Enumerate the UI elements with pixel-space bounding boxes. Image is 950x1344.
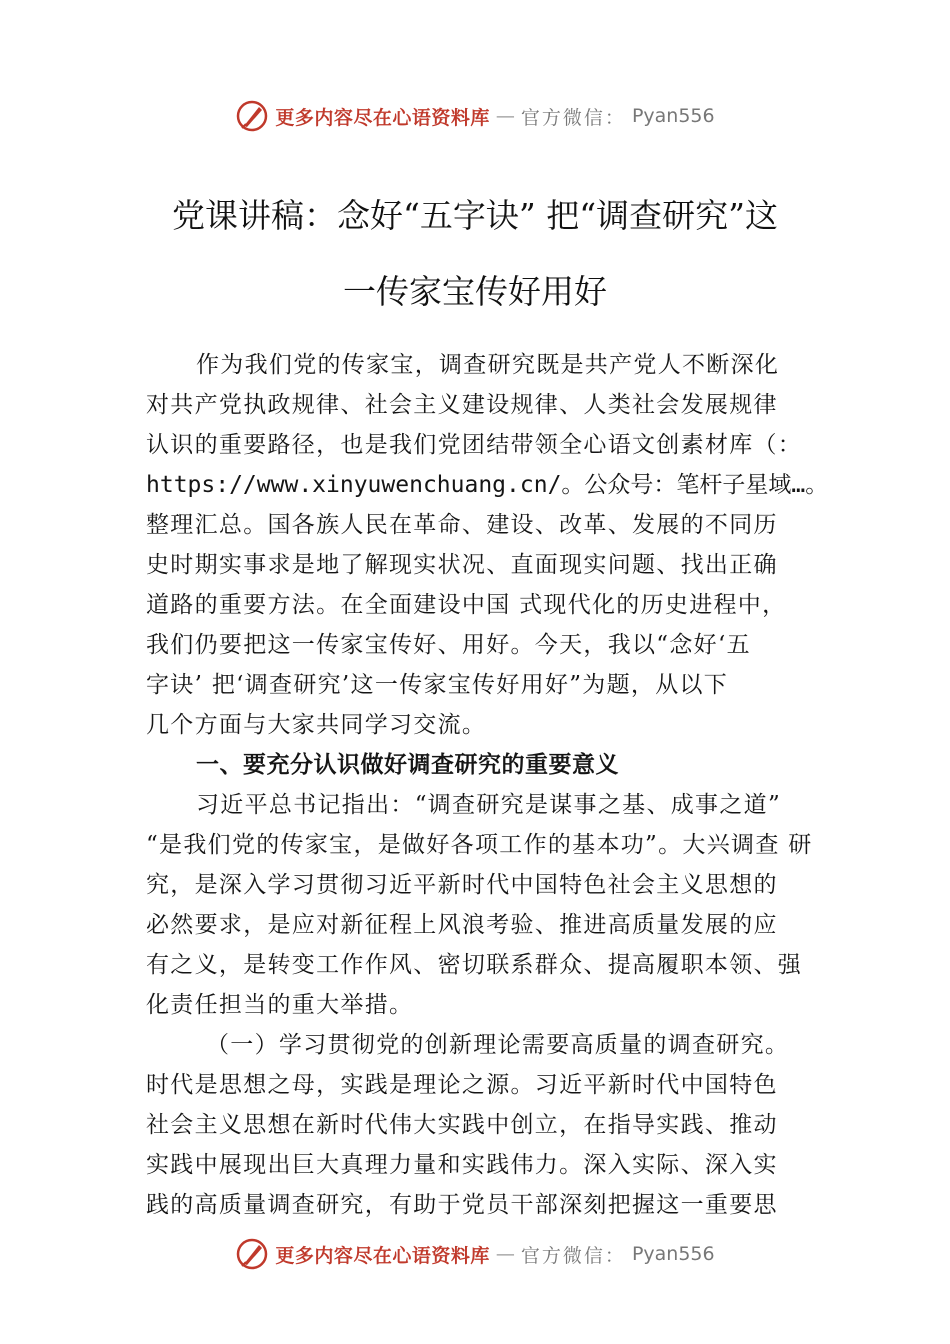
- subsection-heading: （一）学习贯彻党的创新理论需要高质量的调查研究。: [206, 1032, 790, 1058]
- paragraph-line: 对共产党执政规律、社会主义建设规律、人类社会发展规律: [146, 392, 778, 418]
- banner-separator: —: [495, 105, 515, 127]
- paragraph-line: 道路的重要方法。在全面建设中国 式现代化的历史进程中，: [146, 592, 787, 618]
- paragraph-line: 字诀’ 把‘调查研究’这一传家宝传好用好”为题，从以下: [146, 672, 729, 698]
- title-line-1: 党课讲稿：念好“五字诀” 把“调查研究”这: [172, 196, 778, 235]
- paragraph-line: 史时期实事求是地了解现实状况、直面现实问题、找出正确: [146, 552, 778, 578]
- paragraph-line: 有之义，是转变工作作风、密切联系群众、提高履职本领、强: [146, 952, 803, 978]
- paragraph-line: 作为我们党的传家宝，调查研究既是共产党人不断深化: [196, 352, 780, 378]
- paragraph-line: “是我们党的传家宝，是做好各项工作的基本功”。大兴调查 研: [146, 832, 813, 858]
- paragraph-line: 几个方面与大家共同学习交流。: [146, 712, 487, 738]
- header-banner: [0, 96, 950, 136]
- paragraph-line: 实践中展现出巨大真理力量和实践伟力。深入实际、深入实: [146, 1152, 778, 1178]
- quill-pen-icon: [235, 1237, 269, 1271]
- paragraph-line: 践的高质量调查研究，有助于党员干部深刻把握这一重要思: [146, 1192, 778, 1218]
- paragraph-line: 究，是深入学习贯彻习近平新时代中国特色社会主义思想的: [146, 872, 778, 898]
- document-body: [146, 345, 829, 1225]
- banner-brand: 更多内容尽在心语资料库: [275, 1244, 490, 1267]
- quill-pen-icon: [235, 99, 269, 133]
- paragraph-line: 认识的重要路径，也是我们党团结带领全心语文创素材库（：: [146, 432, 803, 458]
- banner-separator: —: [495, 1243, 515, 1265]
- paragraph-line: 社会主义思想在新时代伟大实践中创立，在指导实践、推动: [146, 1112, 778, 1138]
- paragraph-line: 必然要求，是应对新征程上风浪考验、推进高质量发展的应: [146, 912, 778, 938]
- footer-banner: [0, 1234, 950, 1274]
- banner-wechat-label: 官方微信：: [520, 1244, 626, 1267]
- paragraph-line: 习近平总书记指出：“调查研究是谋事之基、成事之道”: [196, 792, 782, 818]
- paragraph-line: 化责任担当的重大举措。: [146, 992, 414, 1018]
- banner-brand: 更多内容尽在心语资料库: [275, 106, 490, 129]
- document-title: [0, 178, 950, 330]
- title-line-2: 一传家宝传好用好: [343, 272, 607, 311]
- paragraph-line: 整理汇总。国各族人民在革命、建设、改革、发展的不同历: [146, 512, 778, 538]
- section-heading: 一、要充分认识做好调查研究的重要意义: [196, 752, 619, 778]
- banner-wechat-id: Pyan556: [631, 1243, 715, 1265]
- paragraph-line: https://www.xinyuwenchuang.cn/。公众号：笔杆子星域…。: [146, 472, 829, 498]
- banner-wechat-id: Pyan556: [631, 105, 715, 127]
- banner-wechat-label: 官方微信：: [520, 106, 626, 129]
- paragraph-line: 时代是思想之母，实践是理论之源。习近平新时代中国特色: [146, 1072, 778, 1098]
- paragraph-line: 我们仍要把这一传家宝传好、用好。今天，我以“念好‘五: [146, 632, 751, 658]
